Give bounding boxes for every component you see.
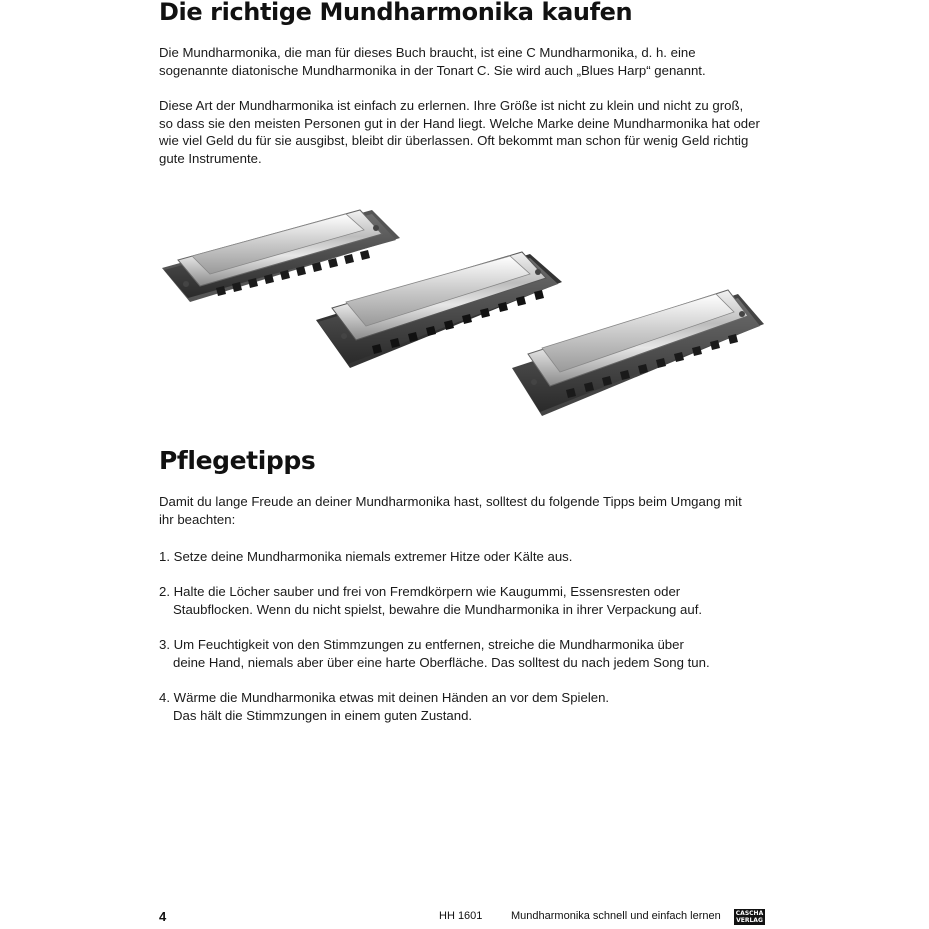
text-line: ihr beachten: (159, 511, 236, 527)
harmonicas-photo (150, 190, 780, 425)
tip-item-2 (159, 583, 779, 618)
book-title: Mundharmonika schnell und einfach lernen (511, 910, 721, 922)
logo-line: CASCHA (735, 910, 764, 917)
text-line: 2. Halte die Löcher sauber und frei von Fremdkörpern wie Kaugummi, Essensresten oder (159, 584, 681, 599)
publisher-logo (734, 909, 765, 925)
section-heading-care: Pflegetipps (159, 446, 316, 475)
text-line: Staubflocken. Wenn du nicht spielst, bewahre die Mundharmonika in ihrer Verpackung auf. (173, 601, 703, 617)
text-line: Damit du lange Freude an deiner Mundharmonika hast, solltest du folgende Tipps beim Umgang mit (159, 494, 742, 509)
tip-item-1 (159, 548, 779, 566)
text-line: sogenannte diatonische Mundharmonika in der Tonart C. Sie wird auch „Blues Harp“ genannt. (159, 62, 706, 78)
harmonica-right (512, 290, 764, 416)
tip-item-4 (159, 689, 779, 724)
text-line: wie viel Geld du für sie ausgibst, bleibt dir überlassen. Oft bekommt man schon für wenig Geld richtig (159, 133, 749, 149)
paragraph-care-intro (159, 493, 779, 528)
text-line: so dass sie den meisten Personen gut in der Hand liegt. Welche Marke deine Mundharmonika hat oder (159, 115, 760, 131)
text-line: 4. Wärme die Mundharmonika etwas mit deinen Händen an vor dem Spielen. (159, 690, 610, 705)
catalog-code: HH 1601 (439, 910, 483, 922)
harmonica-middle (316, 252, 562, 368)
tip-item-3 (159, 636, 779, 671)
text-line: 3. Um Feuchtigkeit von den Stimmzungen zu entfernen, streiche die Mundharmonika über (159, 637, 684, 652)
section-heading-buying: Die richtige Mundharmonika kaufen (159, 0, 633, 26)
text-line: deine Hand, niemals aber über eine harte Oberfläche. Das solltest du nach jedem Song tun. (173, 654, 710, 670)
page-footer (0, 909, 929, 927)
paragraph-buying-2 (159, 97, 779, 167)
harmonica-left (162, 210, 400, 302)
logo-line: VERLAG (736, 917, 763, 924)
text-line: Die Mundharmonika, die man für dieses Buch braucht, ist eine C Mundharmonika, d. h. eine (159, 45, 696, 60)
text-line: gute Instrumente. (159, 150, 262, 166)
page-number: 4 (159, 909, 167, 924)
text-line: Diese Art der Mundharmonika ist einfach zu erlernen. Ihre Größe ist nicht zu klein und nicht zu groß, (159, 98, 744, 113)
paragraph-buying-1 (159, 44, 779, 79)
text-line: Das hält die Stimmzungen in einem guten Zustand. (173, 707, 473, 723)
text-line: 1. Setze deine Mundharmonika niemals extremer Hitze oder Kälte aus. (159, 549, 573, 564)
